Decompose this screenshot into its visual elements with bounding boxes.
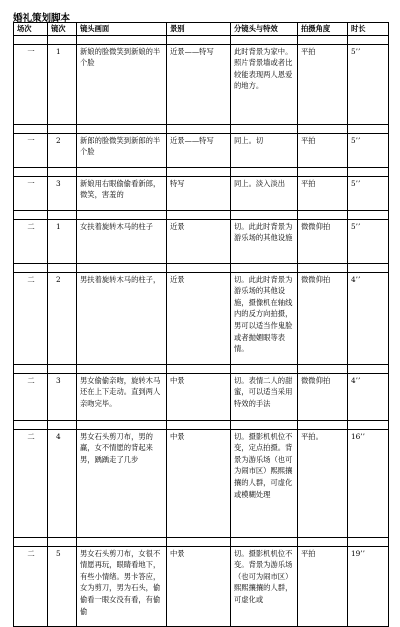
cell-picture: 男女偷偷亲吻，旋转木马还在上下走动。直到两人亲吻完毕。 [77,373,167,420]
cell-shot: 1 [48,219,77,263]
cell-duration: 5’’ [348,176,389,210]
header-scene: 场次 [14,23,48,36]
cell-picture: 男扶着旋转木马的柱子， [77,272,167,364]
cell-shot: 2 [48,272,77,364]
table-header-row [14,23,389,36]
cell-picture: 新娘的脸微笑到新娘的半个脸 [77,44,167,124]
document-title: 婚礼策划脚本 [13,13,71,24]
cell-scene: 二 [14,373,48,420]
cell-shot: 3 [48,373,77,420]
cell-effect: 此时背景为家中。照片背景墙或者比较能表现两人恩爱的地方。 [231,44,298,124]
header-picture: 镜头画面 [77,23,167,36]
cell-framing: 近景——特写 [167,133,231,167]
cell-shot: 1 [48,44,77,124]
cell-framing: 中景 [167,373,231,420]
cell-shot: 2 [48,133,77,167]
cell-picture: 新娘用右眼偷偷看新郎，微笑，害羞的 [77,176,167,210]
spacer-row [14,124,389,133]
cell-framing: 中景 [167,429,231,537]
table-row [14,272,389,364]
cell-angle: 平拍 [298,546,348,626]
cell-scene: 一 [14,176,48,210]
cell-duration: 16’’ [348,429,389,537]
spacer-row [14,210,389,219]
table-row [14,176,389,210]
cell-shot: 5 [48,546,77,626]
cell-effect: 切。摄影机机位不变。背景为游乐场（也可为闹市区）熙熙攘攘的人群，可虚化或 [231,546,298,626]
cell-angle: 微微仰拍 [298,272,348,364]
cell-duration: 19’’ [348,546,389,626]
spacer-row [14,537,389,546]
cell-effect: 同上。淡入淡出 [231,176,298,210]
table-row [14,373,389,420]
cell-angle: 平拍 [298,133,348,167]
cell-framing: 特写 [167,176,231,210]
cell-angle: 平拍。 [298,429,348,537]
cell-framing: 近景——特写 [167,44,231,124]
cell-scene: 二 [14,219,48,263]
header-angle: 拍摄角度 [298,23,348,36]
cell-duration: 5’’ [348,219,389,263]
spacer-row [14,364,389,373]
table-row [14,219,389,263]
cell-duration: 5’’ [348,44,389,124]
cell-angle: 微微仰拍 [298,219,348,263]
cell-picture: 女扶着旋转木马的柱子 [77,219,167,263]
cell-framing: 近景 [167,272,231,364]
table-row [14,546,389,626]
cell-picture: 男女石头剪刀布，女很不情愿再玩，眼睛看地下，有些小情绪。男卡答应，女为剪刀，男为石头，偷偷看一眼女没有看，有偷偷 [77,546,167,626]
cell-effect: 切。摄影机机位不变，定点拍摄。背景为游乐场（也可为闹市区）熙熙攘攘的人群，可虚化或模糊处理 [231,429,298,537]
cell-shot: 4 [48,429,77,537]
spacer-row [14,35,389,44]
cell-shot: 3 [48,176,77,210]
cell-duration: 4’’ [348,373,389,420]
cell-picture: 新郎的脸微笑到新郎的半个脸 [77,133,167,167]
table-row [14,133,389,167]
storyboard-table [13,22,389,627]
cell-angle: 平拍 [298,44,348,124]
table-row [14,44,389,124]
cell-scene: 一 [14,133,48,167]
spacer-row [14,167,389,176]
header-effect: 分镜头与特效 [231,23,298,36]
cell-scene: 二 [14,429,48,537]
cell-picture: 男女石头剪刀布，男的赢，女不情愿的背起来男，踽踽走了几步 [77,429,167,537]
cell-scene: 二 [14,546,48,626]
cell-framing: 近景 [167,219,231,263]
cell-duration: 5’’ [348,133,389,167]
spacer-row [14,420,389,429]
spacer-row [14,263,389,272]
cell-scene: 二 [14,272,48,364]
cell-angle: 平拍 [298,176,348,210]
cell-effect: 切。此此时背景为游乐场的其他设施 [231,219,298,263]
cell-effect: 切。表情二人的甜蜜，可以适当采用特效的手法 [231,373,298,420]
header-duration: 时长 [348,23,389,36]
cell-effect: 切。此此时背景为游乐场的其他设施，摄像机在轴线内的反方向拍摄，男可以适当作鬼脸或者抛媚眼等表情。 [231,272,298,364]
cell-framing: 中景 [167,546,231,626]
header-framing: 景别 [167,23,231,36]
header-shot: 镜次 [48,23,77,36]
cell-scene: 一 [14,44,48,124]
cell-angle: 微微仰拍 [298,373,348,420]
table-row [14,429,389,537]
cell-effect: 同上。切 [231,133,298,167]
cell-duration: 4’’ [348,272,389,364]
